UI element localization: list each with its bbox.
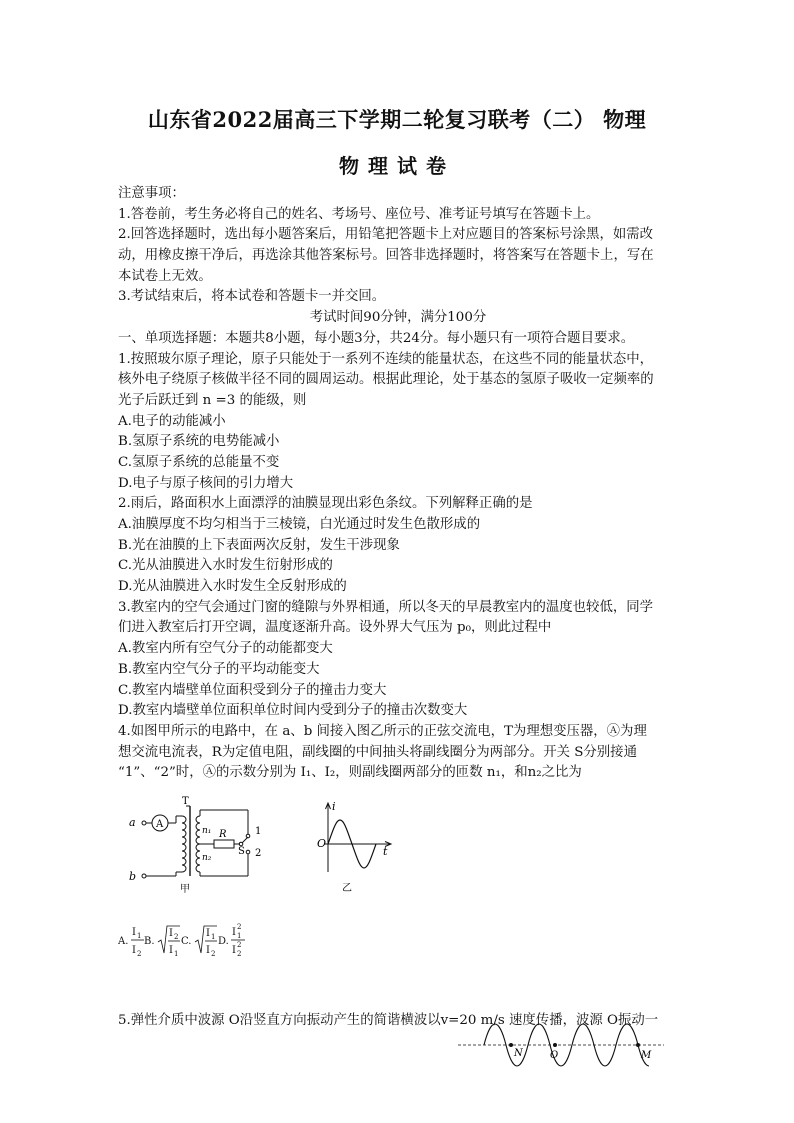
label-origin: O [317,837,327,850]
section-heading: 一、单项选择题：本题共8小题，每小题3分，共24分。每小题只有一项符合题目要求。 [118,330,635,346]
option-b-denominator-sub: 1 [174,950,179,958]
question-4-options [118,920,268,965]
option-a-label: A. [118,936,129,947]
option-c-numerator-sub: 1 [211,933,216,941]
sine-graph-yi [308,800,398,894]
question-3-option-d: D.教室内墙壁单位面积单位时间内受到分子的撞击次数变大 [118,703,468,719]
secondary-coil [196,816,200,872]
question-4-text: 想交流电流表，R为定值电阻，副线圈的中间抽头将副线圈分为两部分。开关 S分别接通 [118,744,637,760]
notice-line: 3.考试结束后，将本试卷和答题卡一并交回。 [118,289,386,305]
option-b-numerator-sub: 2 [174,933,179,941]
question-1-text: 光子后跃迁到 n =3 的能级，则 [118,392,307,408]
label-resistor: R [219,829,227,840]
question-1-option-d: D.电子与原子核间的引力增大 [118,475,294,491]
question-1-text: 核外电子绕原子核做半径不同的圆周运动。根据此理论，处于基态的氢原子吸收一定频率的 [118,372,654,388]
notice-line: 动，用橡皮擦干净后，再选涂其他答案标号。回答非选择题时，将答案写在答题卡上，写在 [118,248,654,264]
terminal-a [142,821,146,825]
point-m [636,1043,640,1047]
label-b: b [129,870,137,883]
option-b-numerator: I [169,928,173,939]
terminal-b [142,874,146,878]
question-2-option-a: A.油膜厚度不均匀相当于三棱镜，白光通过时发生色散形成的 [118,517,481,532]
option-c-denominator-sub: 2 [211,950,216,958]
label-o: O [550,1050,559,1061]
label-m: M [641,1050,652,1061]
exam-content [118,184,678,784]
question-4-option-formulas [118,920,268,962]
primary-coil [182,816,186,872]
question-3-text: 3.教室内的空气会通过门窗的缝隙与外界相通，所以冬天的早晨教室内的温度也较低，同学 [118,599,654,615]
option-d-numerator-sub: 1 [237,932,242,940]
option-b-label: B. [144,936,155,947]
point-o [553,1043,557,1047]
option-a-numerator-sub: 1 [137,932,142,940]
resistor [214,840,234,848]
question-1-option-a: A.电子的动能减小 [118,413,226,429]
paper-subtitle: 物理试卷 [339,154,455,178]
notice-line: 2.回答选择题时，选出每小题答案后，用铅笔把答题卡上对应题目的答案标号涂黑，如需改 [118,227,654,243]
switch-blade [242,837,248,843]
wave-diagram [458,1018,668,1068]
label-switch: S [238,846,245,857]
label-n: N [514,1048,523,1059]
label-i: i [332,800,336,813]
question-2-option-d: D.光从油膜进入水时发生全反射形成的 [118,579,347,595]
exam-time: 考试时间90分钟，满分100分 [309,310,487,326]
label-t: t [383,845,388,858]
option-d-denominator-sub: 2 [237,950,242,958]
question-1-option-b: B.氢原子系统的电势能减小 [118,434,280,450]
question-3-option-b: B.教室内空气分子的平均动能变大 [118,661,320,677]
option-d-label: D. [218,936,229,947]
question-4-text: 4.如图甲所示的电路中，在 a、b 间接入图乙所示的正弦交流电，T为理想变压器，Ⓐ为理 [118,723,647,739]
option-d-denominator: I [232,945,236,956]
figure-caption-jia: 甲 [180,884,190,894]
label-n1: n₁ [202,826,212,836]
circuit-diagram-jia [124,794,284,894]
option-a-numerator: I [132,927,136,938]
label-n2: n₂ [202,853,212,863]
option-d-numerator-sup: 2 [237,923,242,931]
question-5-text: 5.弹性介质中波源 O沿竖直方向振动产生的简谐横波以v=20 m/s 速度传播，波源 O振动一 [118,1013,659,1028]
question-2-option-b: B.光在油膜的上下表面两次反射，发生干涉现象 [118,537,400,553]
option-c-numerator: I [206,928,210,939]
option-b-denominator: I [169,945,173,956]
option-c-label: C. [181,936,192,947]
label-transformer: T [182,796,189,807]
switch-contact-2 [246,850,250,854]
option-d-numerator: I [232,927,236,938]
point-n [509,1043,513,1047]
question-1-option-c: C.氢原子系统的总能量不变 [118,454,280,470]
question-4-text: “1”、“2”时，Ⓐ的示数分别为 I₁、I₂，则副线圈两部分的匝数 n₁，和n₂之比为 [118,765,582,781]
page-title: 山东省2022届高三下学期二轮复习联考（二） 物理 [147,107,647,132]
question-3-option-c: C.教室内墙壁单位面积受到分子的撞击力变大 [118,682,387,698]
option-a-denominator: I [132,945,136,956]
question-1-text: 1.按照玻尔原子理论，原子只能处于一系列不连续的能量状态，在这些不同的能量状态中， [118,351,654,367]
option-c-denominator: I [206,945,210,956]
label-ammeter: A [156,819,164,830]
figure-caption-yi: 乙 [342,883,352,894]
option-d-denominator-sup: 2 [237,941,242,949]
option-a-denominator-sub: 2 [137,950,142,958]
label-a: a [129,816,136,829]
question-2-option-c: C.光从油膜进入水时发生衍射形成的 [118,558,333,574]
question-3-option-a: A.教室内所有空气分子的动能都变大 [118,641,333,657]
notice-line: 本试卷上无效。 [118,268,212,284]
label-contact-1: 1 [255,826,262,837]
notice-line: 1.答卷前，考生务必将自己的姓名、考场号、座位号、准考证号填写在答题卡上。 [118,206,600,222]
question-2-text: 2.雨后，路面积水上面漂浮的油膜显现出彩色条纹。下列解释正确的是 [118,496,533,512]
question-3-text: 们进入教室后打开空调，温度逐渐升高。设外界大气压为 p₀，则此过程中 [118,620,552,636]
label-contact-2: 2 [255,848,262,859]
notice-heading: 注意事项： [118,186,185,201]
